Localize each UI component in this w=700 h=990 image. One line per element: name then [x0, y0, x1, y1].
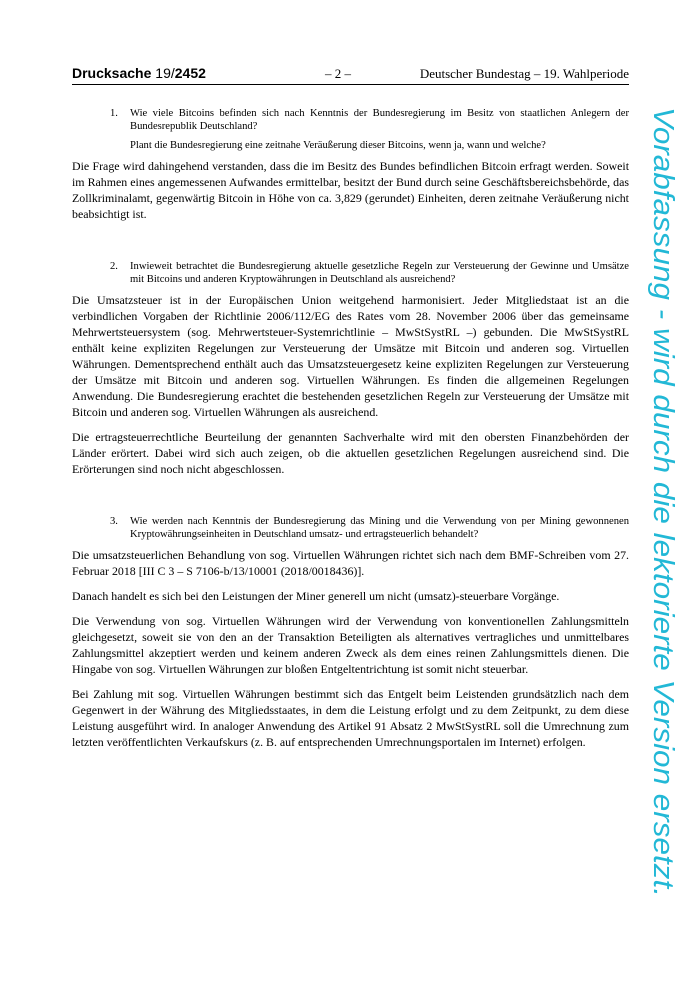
document-label: Drucksache	[72, 65, 152, 81]
watermark-svg	[640, 107, 688, 902]
question-1	[72, 107, 629, 152]
page-number: – 2 –	[325, 66, 351, 81]
question-text: Wie werden nach Kenntnis der Bundesregierung das Mining und die Verwendung von per Mining gewonnenen Kryptowährungseinheiten in Deutschland umsatz- und ertragsteuerlich behandelt?	[130, 516, 629, 540]
draft-watermark	[640, 107, 688, 902]
document-body	[72, 107, 629, 759]
answer-paragraph: Die Frage wird dahingehend verstanden, dass die im Besitz des Bundes befindlichen Bitcoin erfragt werden. Soweit im Rahmen eines angemessenen Aufwandes ermittelbar, besitzt der Bund durch seine Geschäftsbereichsbehörde, das Zollkriminalamt, gegenwärtig Bitcoin in Höhe von ca. 3,829 (gerundet) Einheiten, deren zeitnahe Veräußerung nicht beabsichtigt ist.	[72, 159, 629, 221]
watermark-text: Vorabfassung - wird durch die lektorierte Version ersetzt.	[647, 107, 679, 836]
question-2	[72, 260, 629, 286]
answer-paragraph: Die umsatzsteuerlichen Behandlung von sog. Virtuellen Währungen richtet sich nach dem BMF-Schreiben vom 27. Februar 2018 [III C 3 – S 7106-b/13/10001 (2018/0018436)].	[72, 548, 629, 578]
question-3	[72, 515, 629, 541]
document-number	[72, 65, 206, 81]
question-number: 1.	[110, 108, 118, 119]
question-text: Plant die Bundesregierung eine zeitnahe Veräußerung dieser Bitcoins, wenn ja, wann und welche?	[130, 140, 546, 151]
page-header	[72, 62, 629, 85]
question-text: Wie viele Bitcoins befinden sich nach Kenntnis der Bundesregierung im Besitz von staatlichen Anlegern der Bundesrepublik Deutschland?	[130, 108, 629, 132]
answer-paragraph: Bei Zahlung mit sog. Virtuellen Währungen bestimmt sich das Entgelt beim Leistenden grundsätzlich nach dem Gegenwert in der Währung des Mitgliedsstaates, in dem die Leistung erfolgt und zu dem Zeitpunkt, zu dem diese Leistung ausgeführt wird. In analoger Anwendung des Artikel 91 Absatz 2 MwStSystRL soll die Umrechnung zum letzten veröffentlichten Verkaufskurs (z. B. auf entsprechenden Umrechnungsportalen im Internet) erfolgen.	[72, 687, 629, 749]
answer-paragraph: Die Umsatzsteuer ist in der Europäischen Union weitgehend harmonisiert. Jeder Mitgliedstaat ist an die verbindlichen Vorgaben der Richtlinie 2006/112/EG des Rates vom 28. November 2006 über das gemeinsame Mehrwertsteuersystem (sog. Mehrwertsteuer-Systemrichtlinie – MwStSystRL –) gebunden. Die MwStSystRL enthält keine expliziten Regelungen zur Versteuerung der Umsätze mit Bitcoin und anderen sog. Virtuellen Währungen. Dementsprechend enthält auch das Umsatzsteuergesetz keine expliziten Regelungen zur Versteuerung der Umsätze mit Bitcoin und anderen sog. Virtuellen Währungen. Es finden die allgemeinen Regelungen Anwendung. Die Bundesregierung erachtet die bestehenden gesetzlichen Regeln zur Versteuerung der Umsätze mit Bitcoin und anderen sog. Virtuellen Währungen als ausreichend.	[72, 293, 629, 419]
document-number-value: 2452	[174, 65, 206, 81]
question-number: 3.	[110, 516, 118, 527]
answer-paragraph: Danach handelt es sich bei den Leistungen der Miner generell um nicht (umsatz)-steuerbare Vorgänge.	[72, 589, 560, 603]
question-number: 2.	[110, 261, 118, 272]
answer-paragraph: Die Verwendung von sog. Virtuellen Währungen wird der Verwendung von konventionellen Zahlungsmitteln gleichgesetzt, soweit sie von den an der Transaktion Beteiligten als alternatives vertragliches und unmittelbares Zahlungsmittel akzeptiert werden und keinem anderen Zweck als dem eines reinen Zahlungsmittels dienen. Die Hingabe von sog. Virtuellen Währungen zur bloßen Entgeltentrichtung ist somit nicht steuerbar.	[72, 614, 629, 676]
answer-paragraph: Die ertragsteuerrechtliche Beurteilung der genannten Sachverhalte wird mit den obersten Finanzbehörden der Länder erörtert. Dabei wird sich auch zeigen, ob die aktuellen gesetzlichen Regelungen ausreichend sind. Die Erörterungen sind noch nicht abgeschlossen.	[72, 430, 629, 476]
document-number-prefix: 19/	[155, 65, 175, 81]
question-text: Inwieweit betrachtet die Bundesregierung aktuelle gesetzliche Regeln zur Versteuerung der Gewinne und Umsätze mit Bitcoins und anderen Kryptowährungen in Deutschland als ausreichend?	[130, 261, 629, 285]
publisher-label: Deutscher Bundestag – 19. Wahlperiode	[419, 66, 629, 81]
